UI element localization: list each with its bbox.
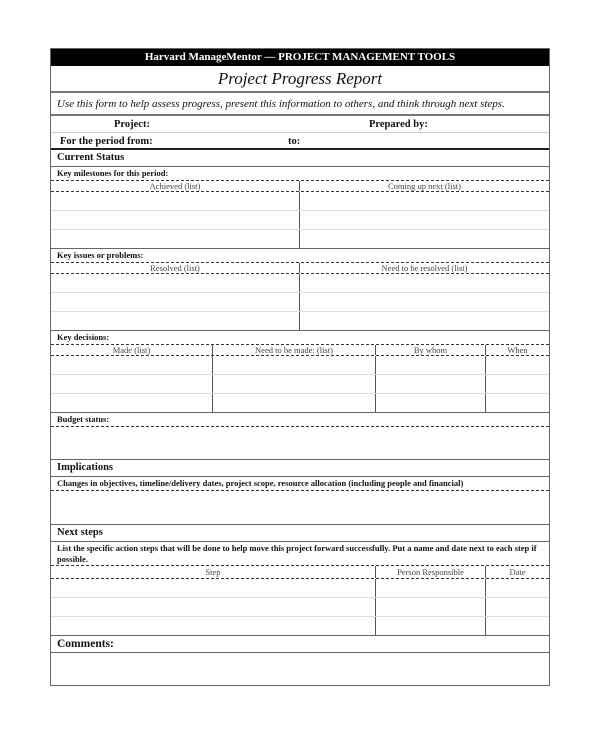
current-status-heading: Current Status	[51, 150, 549, 167]
col-date: Date	[509, 567, 526, 577]
col-by-whom: By whom	[376, 345, 486, 355]
table-row[interactable]	[51, 394, 549, 413]
col-achieved: Achieved (list)	[51, 181, 300, 191]
next-steps-label: List the specific action steps that will be done to help move this project forward successfully. Put a name and date next to each step if possible.	[51, 542, 549, 566]
comments-input-area[interactable]	[51, 653, 549, 685]
decisions-header	[51, 345, 549, 356]
table-row[interactable]	[51, 356, 549, 375]
table-row[interactable]	[51, 192, 549, 211]
table-row[interactable]	[51, 579, 549, 598]
col-person: Person Responsible	[376, 566, 486, 578]
period-to-label: to:	[288, 136, 301, 147]
col-resolved: Resolved (list)	[51, 263, 300, 273]
table-row[interactable]	[51, 598, 549, 617]
implications-input-area[interactable]	[51, 491, 549, 525]
table-row[interactable]	[51, 375, 549, 394]
table-row[interactable]	[51, 211, 549, 230]
table-row[interactable]	[51, 230, 549, 249]
table-row[interactable]	[51, 274, 549, 293]
decisions-label: Key decisions:	[51, 331, 549, 345]
col-when: When	[507, 345, 528, 355]
budget-input-area[interactable]	[51, 427, 549, 460]
col-made: Made (list)	[51, 345, 213, 355]
table-row[interactable]	[51, 312, 549, 331]
project-label: Project:	[114, 119, 150, 130]
project-progress-report-form	[50, 48, 550, 686]
project-row	[51, 116, 549, 133]
implications-heading: Implications	[51, 460, 549, 477]
col-step: Step	[51, 566, 376, 578]
comments-heading: Comments:	[51, 636, 549, 653]
milestones-header	[51, 181, 549, 192]
implications-label: Changes in objectives, timeline/delivery dates, project scope, resource allocation (including people and financial)	[51, 477, 549, 491]
issues-header	[51, 263, 549, 274]
period-row	[51, 133, 549, 150]
col-need-resolved: Need to be resolved (list)	[381, 263, 468, 273]
form-intro: Use this form to help assess progress, present this information to others, and think through next steps.	[51, 93, 549, 116]
form-header: Harvard ManageMentor — PROJECT MANAGEMENT TOOLS	[51, 49, 549, 66]
period-from-label: For the period from:	[60, 136, 153, 147]
milestones-label: Key milestones for this period:	[51, 167, 549, 181]
col-coming-up: Coming up next (list)	[388, 181, 461, 191]
table-row[interactable]	[51, 617, 549, 636]
form-title: Project Progress Report	[51, 66, 549, 93]
budget-label: Budget status:	[51, 413, 549, 427]
table-row[interactable]	[51, 293, 549, 312]
issues-label: Key issues or problems:	[51, 249, 549, 263]
prepared-by-label: Prepared by:	[369, 119, 428, 130]
col-need-made: Need to be made: (list)	[213, 345, 376, 355]
next-steps-header	[51, 566, 549, 579]
next-steps-heading: Next steps	[51, 525, 549, 542]
